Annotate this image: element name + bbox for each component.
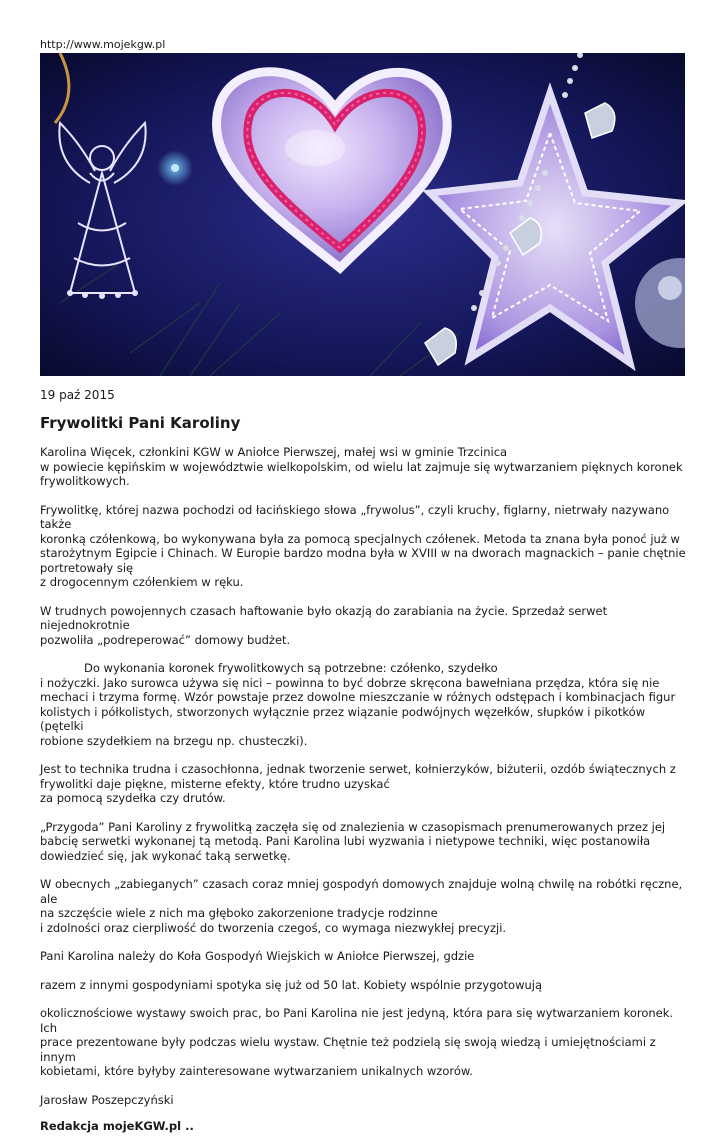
text-line: W trudnych powojennych czasach haftowanie było okazją do zarabiania na życie. Sprzedaż serwet niejednokrotnie [40,603,608,632]
text-line: Pani Karolina należy do Koła Gospodyń Wiejskich w Aniołce Pierwszej, gdzie [40,949,475,963]
paragraph [40,445,688,489]
paragraph [40,661,688,748]
text-line: Frywolitkę, której nazwa pochodzi od łacińskiego słowa „frywolus”, czyli kruchy, figlarny, nietrwały nazywano także [40,502,670,531]
text-line: prace prezentowane były podczas wielu wystaw. Chętnie też podzielą się swoją wiedzą i umiejętnościami z innym [40,1035,656,1064]
text-line: za pomocą szydełka czy drutów. [40,791,226,805]
text-line: portretowały się [40,560,134,575]
author: Jarosław Poszepczyński [40,1092,174,1107]
text-line: i zdolności oraz cierpliwość do tworzenia czegoś, co wymaga niezwykłej precyzji. [40,920,507,935]
text-line: razem z innymi gospodyniami spotyka się już od 50 lat. Kobiety wspólnie przygotowują [40,977,543,992]
text-line: Karolina Więcek, członkini KGW w Aniołce Pierwszej, małej wsi w gminie Trzcinica [40,445,508,459]
text-line: mechaci i trzyma formę. Wzór powstaje przez dowolne mieszczanie w różnych odstępach i kombinacjach figur [40,690,676,704]
text-line: „Przygoda” Pani Karoliny z frywolitką zaczęła się od znalezienia w czasopismach prenumerowanych przez jej [40,819,666,834]
paragraph [40,1006,688,1079]
paragraph [40,820,688,864]
text-line: robione szydełkiem na brzegu np. chusteczki). [40,733,308,748]
text-line: starożytnym Egipcie i Chinach. W Europie bardzo modna była w XVIII w na dworach magnackich – panie chętnie [40,546,686,560]
article-body [40,445,688,1148]
paragraph [40,978,688,993]
source-url[interactable]: http://www.mojekgw.pl [40,38,166,51]
hero-photo [40,53,685,376]
text-line: Do wykonania koronek frywolitkowych są potrzebne: czółenko, szydełko [84,661,498,675]
text-line: W obecnych „zabieganych” czasach coraz mniej gospodyń domowych znajduje wolną chwilę na robótki ręczne, ale [40,877,683,906]
editorial-signature: Redakcja mojeKGW.pl .. [40,1119,194,1133]
text-line: w powiecie kępińskim w województwie wielkopolskim, od wielu lat zajmuje się wytwarzaniem pięknych koronek [40,459,683,474]
text-line: Jest to technika trudna i czasochłonna, jednak tworzenie serwet, kołnierzyków, biżuterii, ozdób świątecznych z [40,762,676,776]
paragraph [40,503,688,590]
paragraph [40,877,688,935]
christmas-ornaments-image [40,53,685,376]
text-line: frywolitkowych. [40,474,130,488]
article-date: 19 paź 2015 [40,388,115,402]
text-line: kolistych i półkolistych, stworzonych wyłącznie przez wiązanie podwójnych węzełków, słupków i pikotków (pętelki [40,704,646,733]
text-line: babcię serwetki wykonanej tą metodą. Pani Karolina lubi wyzwania i nietypowe techniki, więc postanowiła [40,834,651,848]
paragraph [40,949,688,964]
text-line: z drogocennym czółenkiem w ręku. [40,575,244,589]
text-line: kobietami, które byłyby zainteresowane wytwarzaniem unikalnych wzorów. [40,1064,473,1078]
text-line: koronką czółenkową, bo wykonywana była za pomocą specjalnych czółenek. Metoda ta znana była ponoć już w [40,531,680,546]
text-line: i nożyczki. Jako surowca używa się nici – powinna to być dobrze skręcona bawełniana przędza, która się nie [40,675,660,690]
paragraph [40,604,688,648]
article-title: Frywolitki Pani Karoliny [40,414,241,432]
text-line: frywolitki daje piękne, misterne efekty, które trudno uzyskać [40,776,390,791]
text-line: pozwoliła „podreperować” domowy budżet. [40,632,291,647]
text-line: dowiedzieć się, jak wykonać taką serwetkę. [40,848,291,863]
paragraph [40,762,688,806]
text-line: okolicznościowe wystawy swoich prac, bo Pani Karolina nie jest jedyną, która para się wytwarzaniem koronek. Ich [40,1006,674,1035]
text-line: na szczęście wiele z nich ma głęboko zakorzenione tradycje rodzinne [40,906,438,920]
